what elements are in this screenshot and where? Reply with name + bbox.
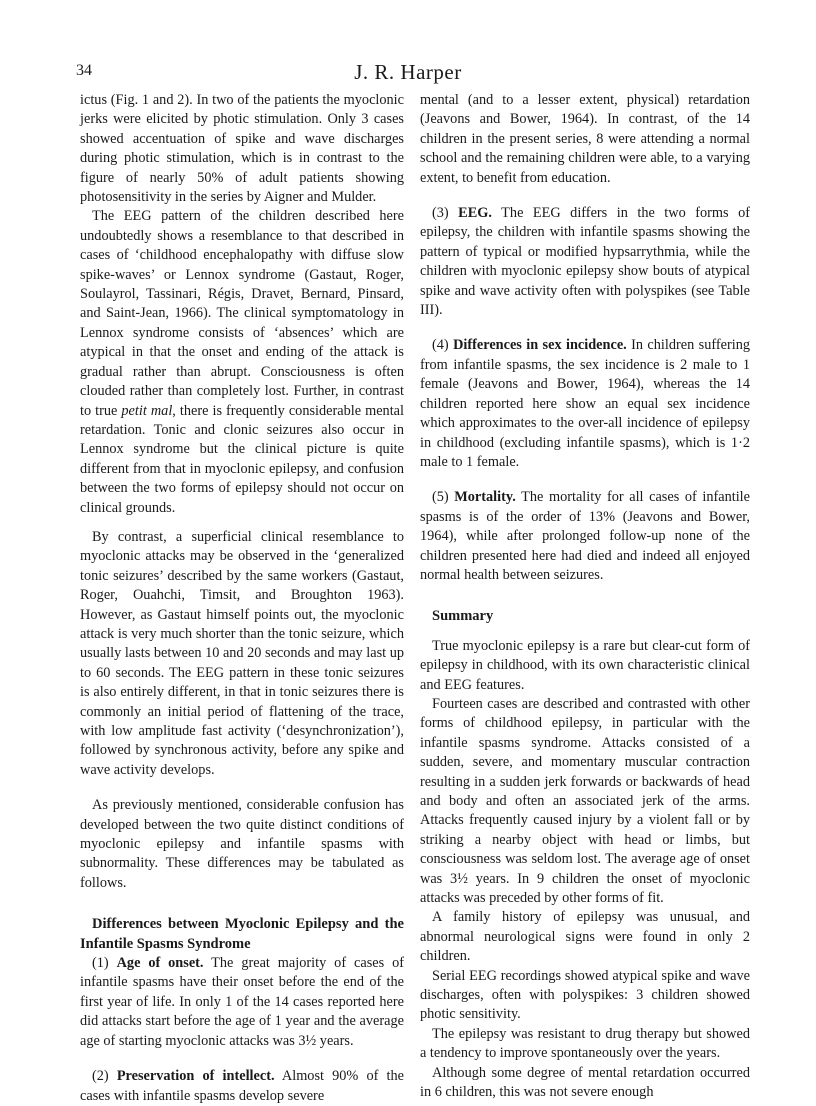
summary-paragraph-4: Serial EEG recordings showed atypical spike and wave discharges, often with polyspikes: 3 children showed photic sensitivity. [420, 967, 750, 1023]
running-head: J. R. Harper [354, 60, 462, 84]
summary-paragraph-5: The epilepsy was resistant to drug therapy but showed a tendency to improve spontaneously over the years. [420, 1025, 750, 1062]
item-mortality: (5) Mortality. The mortality for all cases of infantile spasms is of the order of 13% (Jeavons and Bower, 1964), while after prolonged follow-up none of the children presented here had died and indeed all enjoyed normal health between seizures. [420, 489, 750, 583]
summary-paragraph-3: A family history of epilepsy was unusual, and abnormal neurological signs were found in only 2 children. [420, 909, 750, 965]
item-preservation-of-intellect: (2) Preservation of intellect. Almost 90% of the cases with infantile spasms develop severe [80, 1068, 404, 1104]
page-number: 34 [76, 62, 92, 79]
section-title: Differences between Myoclonic Epilepsy and the Infantile Spasms Syndrome [80, 916, 404, 952]
paragraph-continuation: ictus (Fig. 1 and 2). In two of the patients the myoclonic jerks were elicited by photic stimulation. Only 3 cases showed accentuation of spike and wave discharges during photic stimulation, which is in contrast to the figure of nearly 50% of adult patients showing photosensitivity in the series by Aigner and Mulder. [80, 92, 404, 206]
page-header [0, 60, 816, 88]
summary-paragraph-2: Fourteen cases are described and contrasted with other forms of childhood epilepsy, in particular with the infantile spasms syndrome. Attacks consisted of a sudden, severe, and momentary muscular contraction resulting in a sudden jerk forwards or backwards of head and body and often an associated jerk of the arms. Attacks frequently caused injury by a violent fall or by striking a nearby object with head or limbs, but consciousness was seldom lost. The average age of onset was 3½ years. In 9 children the onset of myoclonic attacks was preceded by other forms of fit. [420, 695, 750, 907]
right-column [420, 91, 750, 1103]
summary-paragraph-6: Although some degree of mental retardation occurred in 6 children, this was not severe enough [420, 1064, 750, 1101]
item-age-of-onset: (1) Age of onset. The great majority of cases of infantile spasms have their onset before the end of the first year of life. In only 1 of the 14 cases reported here did attacks start before the age of 1 year and the average age of starting myoclonic attacks was 3½ years. [80, 955, 404, 1049]
summary-title: Summary [432, 608, 494, 625]
item-eeg: (3) EEG. The EEG differs in the two forms of epilepsy, the children with infantile spasms showing the pattern of typical or modified hypsarrythmia, while the children with myoclonic epilepsy show bouts of atypical spike and wave activity often with polyspikes (see Table III). [420, 205, 750, 319]
paragraph-lennox: The EEG pattern of the children described here undoubtedly shows a resemblance to that described in cases of ‘childhood encephalopathy with diffuse slow spike-waves’ or Lennox syndrome (Gastaut, Roger, Soulayrol, Tassinari, Régis, Dravet, Bernard, Pinsard, and Saint-Jean, 1966). The clinical symptomatology in Lennox syndrome consists of ‘absences’ which are atypical in that the onset and ending of the attack is gradual rather than abrupt. Consciousness is often clouded rather than completely lost. Further, in contrast to true petit mal, there is frequently considerable mental retardation. Tonic and clonic seizures also occur in Lennox syndrome but the clinical picture is quite different from that in myoclonic epilepsy, and confusion between the two forms of epilepsy should not occur on clinical grounds. [80, 208, 404, 516]
left-column [80, 91, 404, 1106]
italic-term: petit mal [121, 402, 173, 419]
summary-paragraph-1: True myoclonic epilepsy is a rare but clear-cut form of epilepsy in childhood, with its own characteristic clinical and EEG features. [420, 637, 750, 693]
paragraph-confusion: As previously mentioned, considerable confusion has developed between the two quite distinct conditions of myoclonic epilepsy and infantile spasms with subnormality. These differences may be tabulated as follows. [80, 797, 404, 891]
item-sex-incidence: (4) Differences in sex incidence. In children suffering from infantile spasms, the sex incidence is 2 male to 1 female (Jeavons and Bower, 1964), whereas the 14 children reported here show an equal sex incidence which approximates to the over-all incidence of epilepsy in childhood (excluding infantile spasms), which is 1·2 male to 1 female. [420, 337, 750, 470]
paragraph-tonic-seizures: By contrast, a superficial clinical resemblance to myoclonic attacks may be observed in the ‘generalized tonic seizures’ described by the same workers (Gastaut, Roger, Ouahchi, Timsit, and Broughton 1963). However, as Gastaut himself points out, the myoclonic attack is very much shorter than the tonic seizure, which usually lasts between 10 and 20 seconds and may last up to 60 seconds. The EEG pattern in these tonic seizures is also entirely different, in that in tonic seizures there is commonly an initial period of flattening of the trace, with low amplitude fast activity (‘desynchronization’), followed by synchronous activity, before any spike and wave activity develops. [80, 528, 404, 778]
paragraph-continuation-right: mental (and to a lesser extent, physical) retardation (Jeavons and Bower, 1964). In contrast, of the 14 children in the present series, 8 were attending a normal school and the remaining children were able, to a varying extent, to benefit from education. [420, 92, 750, 186]
